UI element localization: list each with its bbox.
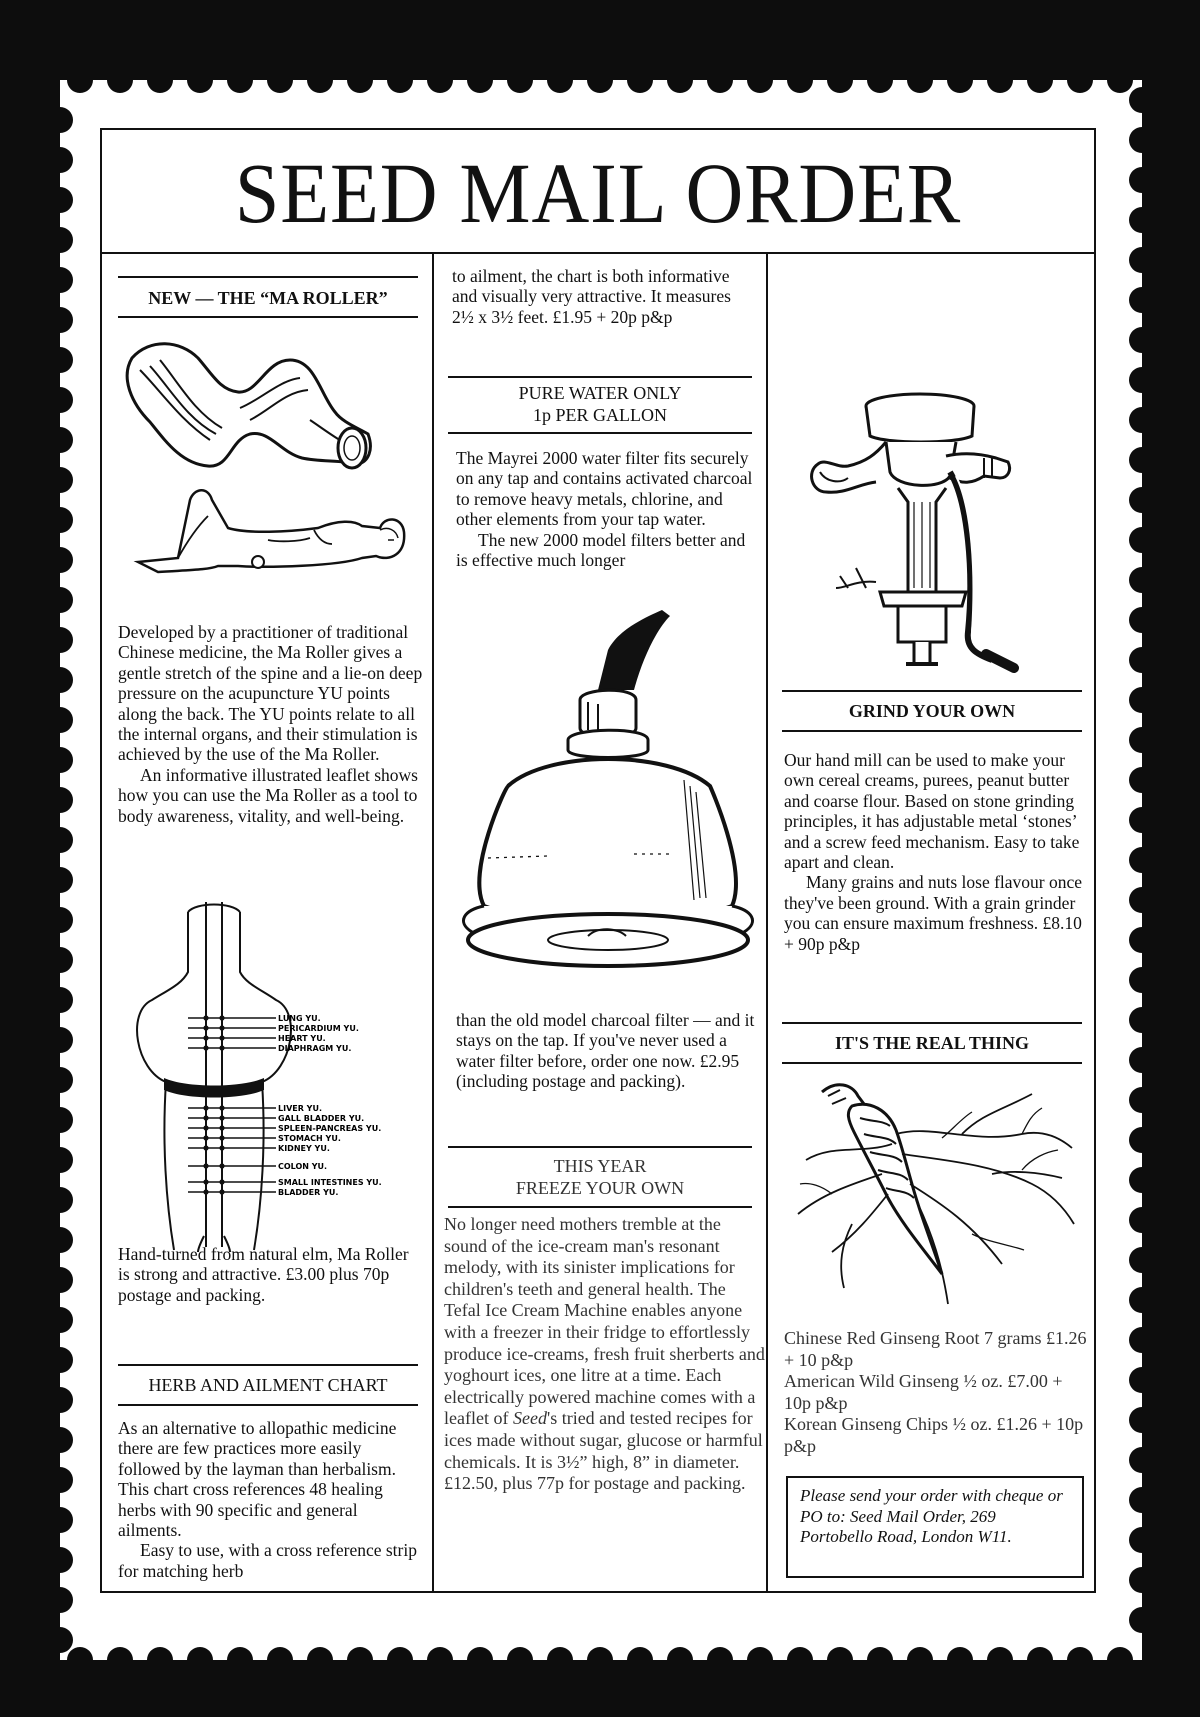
herb-chart-continued <box>452 266 757 327</box>
yu-point-dot <box>203 1115 208 1120</box>
rule <box>448 376 752 378</box>
yu-point-dot <box>219 1125 224 1130</box>
ma-roller-description <box>118 622 423 826</box>
yu-point-dot <box>203 1045 208 1050</box>
yu-point-dot <box>219 1105 224 1110</box>
ginseng-item-3: Korean Ginseng Chips ½ oz. £1.26 + 10p p&p <box>784 1414 1084 1456</box>
yu-point-dot <box>219 1015 224 1020</box>
yu-point-dot <box>203 1025 208 1030</box>
ginseng-heading: IT'S THE REAL THING <box>835 1033 1029 1053</box>
yu-label: LUNG YU. <box>278 1014 321 1023</box>
water-paragraph-2: The new 2000 model filters better and is effective much longer <box>456 529 746 571</box>
ma-roller-paragraph-3: Hand-turned from natural elm, Ma Roller is strong and attractive. £3.00 plus 70p postage and packing. <box>118 1244 409 1305</box>
yu-point-dot <box>219 1163 224 1168</box>
water-heading <box>448 382 752 426</box>
rule <box>782 730 1082 732</box>
yu-point-dot <box>203 1163 208 1168</box>
yu-label: LIVER YU. <box>278 1104 323 1113</box>
herb-chart-paragraph-3: to ailment, the chart is both informative and visually very attractive. It measures 2½ x 3½ feet. £1.95 + 20p p&p <box>452 266 731 327</box>
freeze-heading <box>448 1156 752 1199</box>
herb-chart-paragraph-1: As an alternative to allopathic medicine there are few practices more easily followed by the layman than herbalism. This chart cross references 48 healing herbs with 90 specific and general ailments. <box>118 1418 397 1541</box>
yu-point-dot <box>219 1035 224 1040</box>
title-rule <box>102 252 1094 254</box>
rule <box>448 1206 752 1208</box>
water-heading-line-1: PURE WATER ONLY <box>518 383 682 403</box>
yu-point-dot <box>219 1135 224 1140</box>
ice-cream-description <box>444 1214 766 1495</box>
yu-point-dot <box>219 1025 224 1030</box>
water-heading-line-2: 1p PER GALLON <box>533 405 667 425</box>
order-address-box <box>786 1476 1084 1578</box>
ma-roller-paragraph-2: An informative illustrated leaflet shows how you can use the Ma Roller as a tool to body awareness, vitality, and well-being. <box>118 764 418 826</box>
yu-point-dot <box>219 1189 224 1194</box>
grind-paragraph-1: Our hand mill can be used to make your own cereal creams, purees, peanut butter and coarse flour. Based on stone grinding principles, it has adjustable metal ‘stones’ and a screw feed mechanism. Easy to take apart and clean. <box>784 750 1080 873</box>
yu-label: BLADDER YU. <box>278 1188 339 1197</box>
yu-label: COLON YU. <box>278 1162 328 1171</box>
ginseng-item-2: American Wild Ginseng ½ oz. £7.00 + 10p p&p <box>784 1371 1063 1413</box>
yu-point-dot <box>203 1145 208 1150</box>
rule <box>118 316 418 318</box>
ginseng-price-list <box>784 1328 1094 1458</box>
yu-label: SPLEEN-PANCREAS YU. <box>278 1124 382 1133</box>
rule <box>118 1364 418 1366</box>
rule <box>782 1022 1082 1024</box>
ma-roller-heading: NEW — THE “MA ROLLER” <box>148 288 388 308</box>
yu-point-dot <box>219 1179 224 1184</box>
advertisement-frame <box>100 128 1096 1593</box>
water-filter-illustration <box>448 610 768 1070</box>
yu-point-dot <box>219 1045 224 1050</box>
yu-label: PERICARDIUM YU. <box>278 1024 359 1033</box>
ma-roller-price-text <box>118 1244 418 1305</box>
rule <box>448 1146 752 1148</box>
yu-label: STOMACH YU. <box>278 1134 341 1143</box>
yu-point-dot <box>219 1145 224 1150</box>
water-paragraph-3: than the old model charcoal filter — and it stays on the tap. If you've never used a water filter before, order one now. £2.95 (including postage and packing). <box>456 1010 755 1092</box>
yu-label: SMALL INTESTINES YU. <box>278 1178 382 1187</box>
herb-chart-description <box>118 1418 423 1581</box>
hand-mill-description <box>784 750 1092 954</box>
ginseng-item-1: Chinese Red Ginseng Root 7 grams £1.26 + 10 p&p <box>784 1328 1087 1370</box>
ma-roller-paragraph-1: Developed by a practitioner of traditional Chinese medicine, the Ma Roller gives a gentle stretch of the spine and a lie-on deep pressure on the acupuncture YU points along the back. The YU points relate to all the internal organs, and their stimulation is achieved by the use of the Ma Roller. <box>118 622 423 765</box>
yu-label: GALL BLADDER YU. <box>278 1114 365 1123</box>
ma-roller-illustration <box>120 330 380 470</box>
back-figure <box>137 902 291 1252</box>
rule <box>118 1404 418 1406</box>
herb-chart-paragraph-2: Easy to use, with a cross reference strip for matching herb <box>118 1540 417 1581</box>
rule <box>782 1062 1082 1064</box>
grind-paragraph-2: Many grains and nuts lose flavour once they've been ground. With a grain grinder you can ensure maximum freshness. £8.10 + 90p p&p <box>784 872 1083 954</box>
hand-mill-illustration <box>796 392 1046 692</box>
yu-label: KIDNEY YU. <box>278 1144 330 1153</box>
yu-point-dot <box>203 1015 208 1020</box>
grind-heading: GRIND YOUR OWN <box>848 701 1016 721</box>
rule <box>782 690 1082 692</box>
yu-point-dot <box>203 1189 208 1194</box>
freeze-paragraph: No longer need mothers tremble at the sound of the ice-cream man's resonant melody, with its sinister implications for children's teeth and general health. The Tefal Ice Cream Machine enables anyone with a freezer in their fridge to effortlessly produce ice-creams, fresh fruit sherberts and yoghourt ices, one litre at a time. Each electrically powered machine comes with a leaflet of Seed's tried and tested recipes for ices made without sugar, glucose or harmful chemicals. It is 3½” high, 8” in diameter. £12.50, plus 77p for postage and packing. <box>444 1214 765 1494</box>
yu-point-labels <box>278 1014 382 1197</box>
yu-label: HEART YU. <box>278 1034 326 1043</box>
yu-point-dot <box>219 1115 224 1120</box>
column-divider-1 <box>432 254 434 1591</box>
yu-point-dot <box>203 1135 208 1140</box>
freeze-heading-line-2: FREEZE YOUR OWN <box>515 1177 685 1198</box>
water-filter-description <box>456 448 756 570</box>
water-paragraph-1: The Mayrei 2000 water filter fits securely on any tap and contains activated charcoal to remove heavy metals, chlorine, and other elements from your tap water. <box>456 448 753 530</box>
page-title: SEED MAIL ORDER <box>234 145 962 241</box>
yu-point-dot <box>203 1179 208 1184</box>
rule <box>118 276 418 278</box>
order-instructions: Please send your order with cheque or PO to: Seed Mail Order, 269 Portobello Road, London W11. <box>800 1486 1063 1546</box>
spine-yu-points-diagram <box>116 902 432 1252</box>
rule <box>448 432 752 434</box>
water-filter-price-text <box>456 1010 756 1092</box>
yu-point-dot <box>203 1035 208 1040</box>
freeze-heading-line-1: THIS YEAR <box>553 1156 647 1176</box>
ginseng-root-illustration <box>792 1074 1082 1310</box>
yu-point-dot <box>203 1125 208 1130</box>
herb-chart-heading: HERB AND AILMENT CHART <box>148 1375 388 1395</box>
reclining-figure-illustration <box>118 470 408 580</box>
yu-label: DIAPHRAGM YU. <box>278 1044 352 1053</box>
yu-point-dot <box>203 1105 208 1110</box>
